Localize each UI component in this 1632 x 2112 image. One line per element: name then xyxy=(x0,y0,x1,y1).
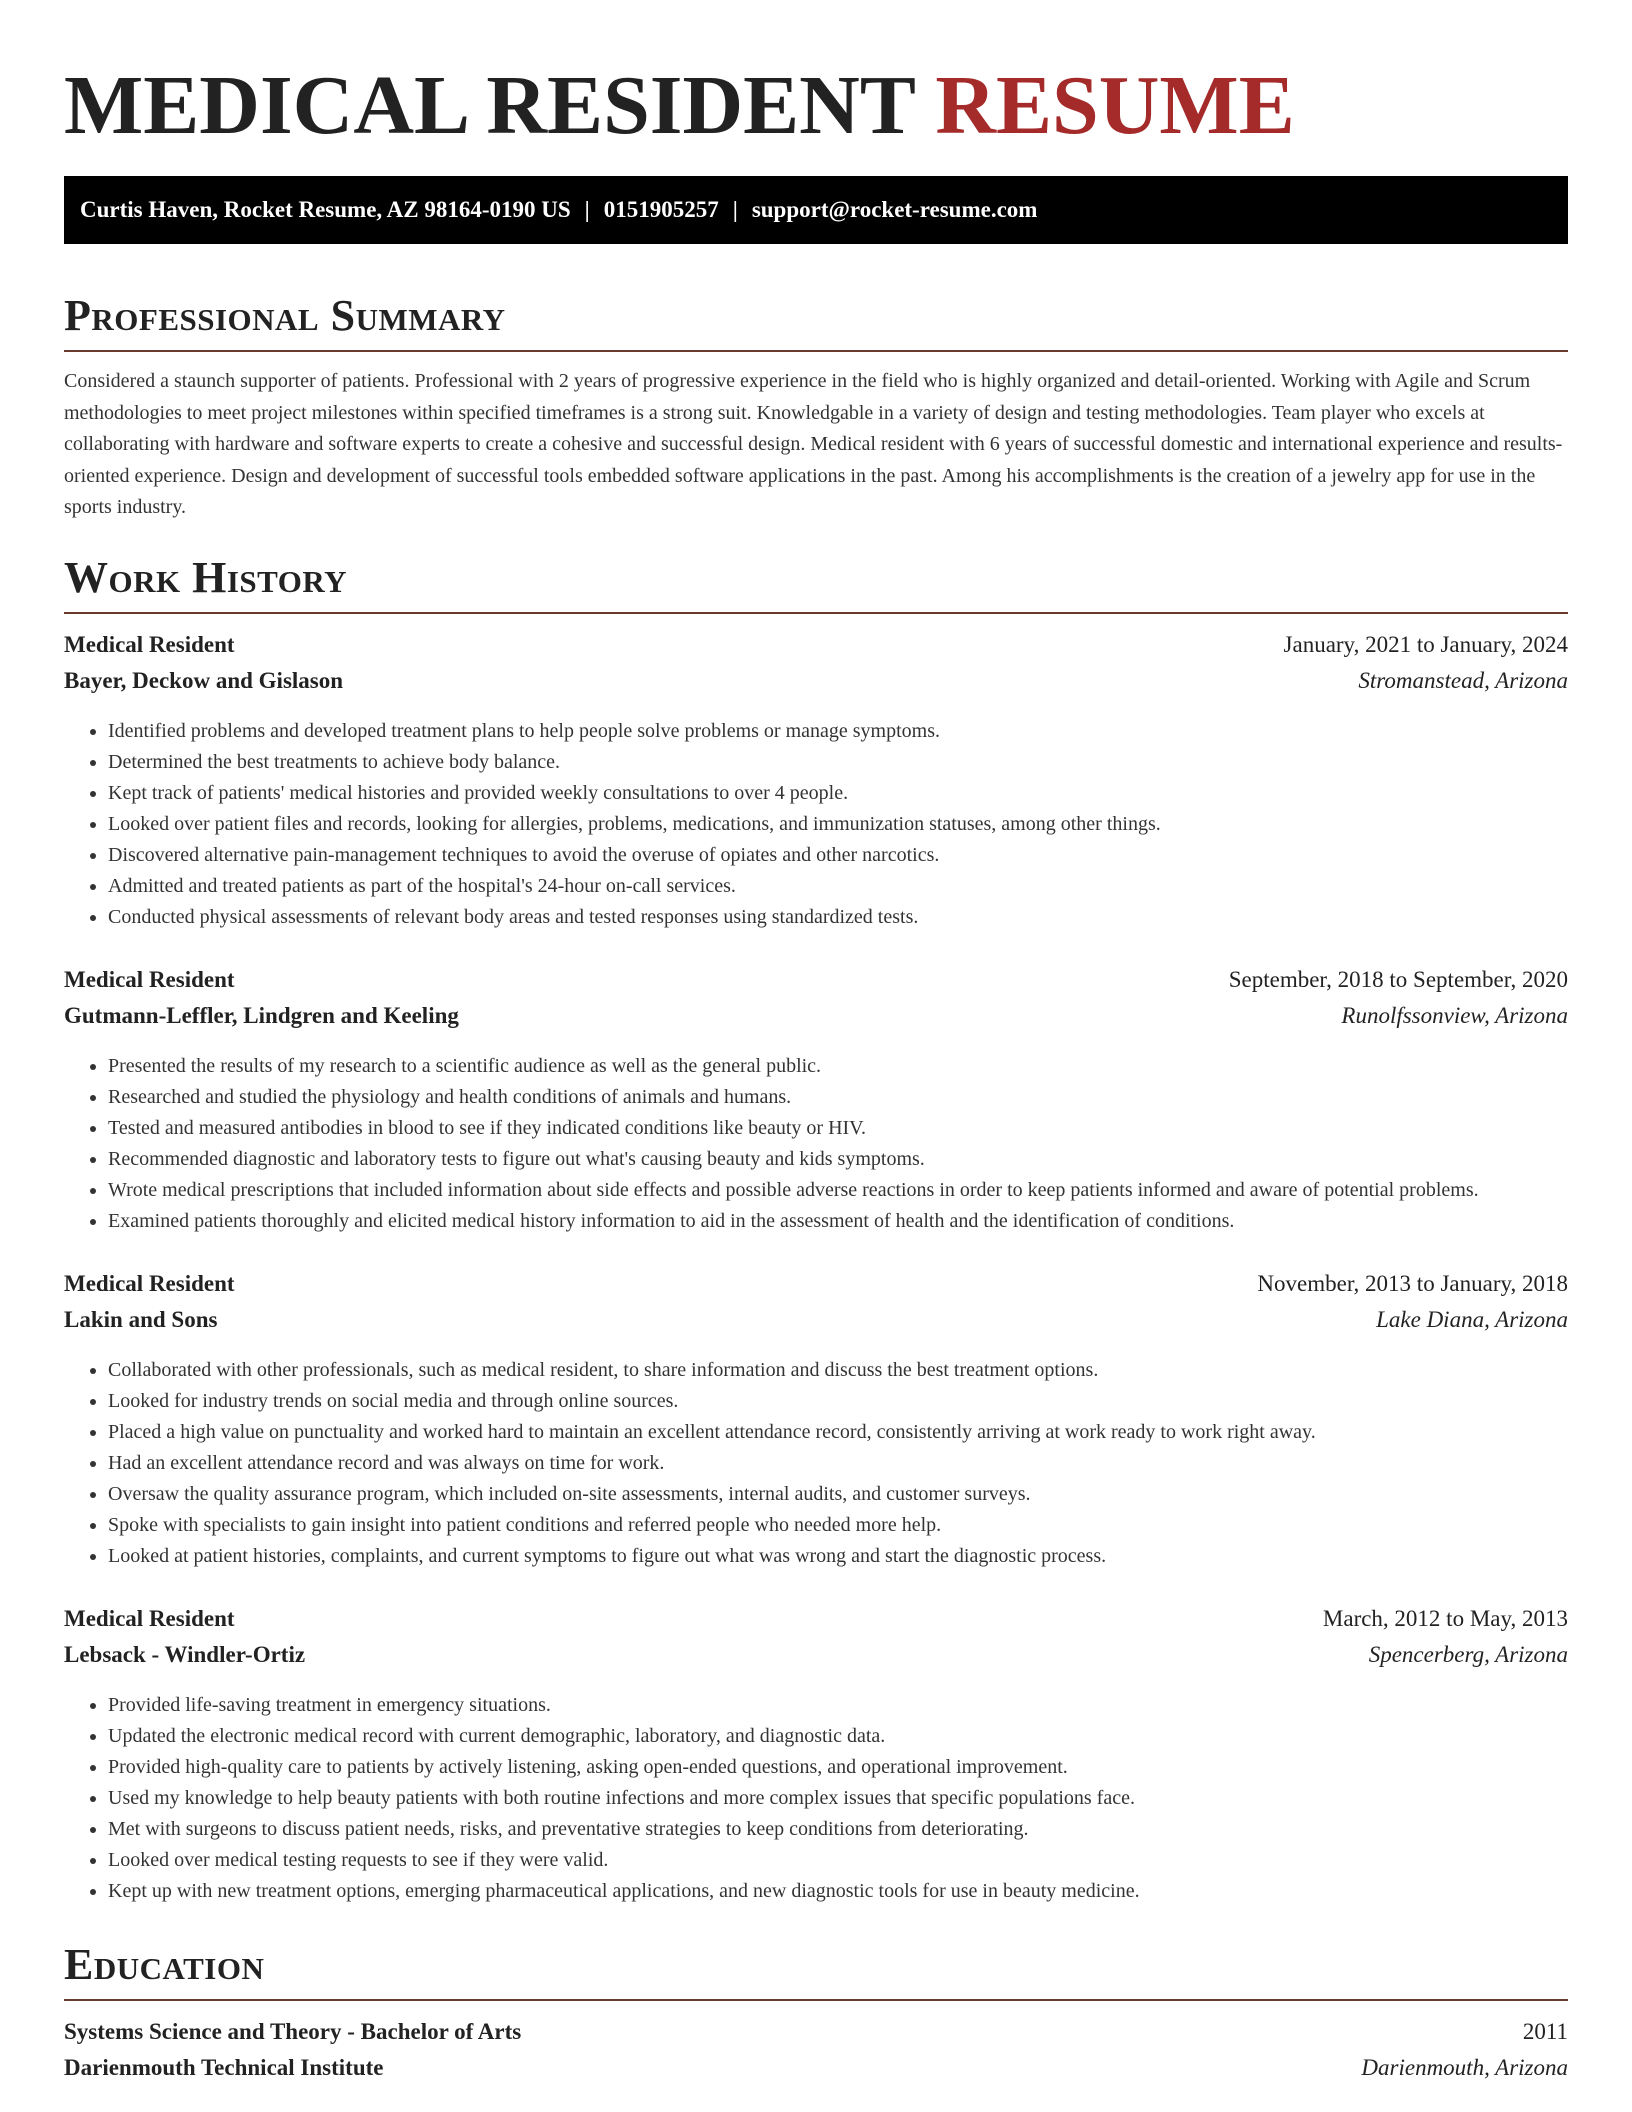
job-dates: March, 2012 to May, 2013 xyxy=(1322,1605,1568,1631)
job-duty: • Provided high-quality care to patients by actively listening, asking open-ended questions, and operational improvement. xyxy=(108,1752,1568,1783)
job-entry xyxy=(64,967,1568,1237)
job-company: Lakin and Sons xyxy=(64,1306,218,1332)
job-duty: • Had an excellent attendance record and was always on time for work. xyxy=(108,1448,1568,1479)
job-duty: • Looked at patient histories, complaints, and current symptoms to figure out what was wrong and start the diagnostic process. xyxy=(108,1541,1568,1572)
job-title: Medical Resident xyxy=(64,1605,235,1631)
education-school: Darienmouth Technical Institute xyxy=(64,2054,384,2080)
job-duty: • Spoke with specialists to gain insight into patient conditions and referred people who needed more help. xyxy=(108,1510,1568,1541)
job-header-row xyxy=(64,1606,1568,1642)
job-company-row xyxy=(64,1307,1568,1343)
education-entry xyxy=(64,2019,1568,2091)
job-company-row xyxy=(64,1642,1568,1678)
job-header-row xyxy=(64,1271,1568,1307)
job-duty: • Used my knowledge to help beauty patients with both routine infections and more complex issues that specific populations face. xyxy=(108,1783,1568,1814)
job-dates: January, 2021 to January, 2024 xyxy=(1283,631,1568,657)
job-company: Bayer, Deckow and Gislason xyxy=(64,667,344,693)
job-duty: • Met with surgeons to discuss patient needs, risks, and preventative strategies to keep conditions from deteriorating. xyxy=(108,1814,1568,1845)
professional-summary-section xyxy=(64,288,1568,524)
summary-text: Considered a staunch supporter of patients. Professional with 2 years of progressive experience in the field who is highly organized and detail-oriented. Working with Agile and Scrum methodologies to meet project milestones within specified timeframes is a strong suit. Knowledgable in a variety of design and testing methodologies. Team player who excels at collaborating with hardware and software experts to create a cohesive and successful design. Medical resident with 6 years of successful domestic and international experience and results-oriented experience. Design and development of successful tools embedded software applications in the past. Among his accomplishments is the creation of a jewelry app for use in the sports industry. xyxy=(64,370,1563,518)
job-header-row xyxy=(64,967,1568,1003)
job-company-row xyxy=(64,668,1568,704)
job-duty: • Oversaw the quality assurance program, which included on-site assessments, internal audits, and customer surveys. xyxy=(108,1479,1568,1510)
section-heading-education: Education xyxy=(64,1937,1568,2001)
job-title: Medical Resident xyxy=(64,631,235,657)
job-header-row xyxy=(64,632,1568,668)
contact-phone: 0151905257 xyxy=(603,197,719,222)
job-title: Medical Resident xyxy=(64,1270,235,1296)
job-duty: • Recommended diagnostic and laboratory tests to figure out what's causing beauty and kids symptoms. xyxy=(108,1144,1568,1175)
job-duty: • Identified problems and developed treatment plans to help people solve problems or manage symptoms. xyxy=(108,716,1568,747)
job-entry xyxy=(64,1606,1568,1907)
job-duties-list xyxy=(64,716,1568,933)
job-duty: • Kept up with new treatment options, emerging pharmaceutical applications, and new diagnostic tools for use in beauty medicine. xyxy=(108,1876,1568,1907)
job-location: Runolfssonview, Arizona xyxy=(1341,1002,1568,1028)
contact-email: support@rocket-resume.com xyxy=(751,197,1038,222)
job-duty: • Collaborated with other professionals, such as medical resident, to share information and discuss the best treatment options. xyxy=(108,1355,1568,1386)
job-duty: • Updated the electronic medical record with current demographic, laboratory, and diagnostic data. xyxy=(108,1721,1568,1752)
job-duty: • Conducted physical assessments of relevant body areas and tested responses using standardized tests. xyxy=(108,902,1568,933)
education-year: 2011 xyxy=(1522,2018,1568,2044)
section-heading-summary: Professional Summary xyxy=(64,288,1568,352)
job-duty: • Wrote medical prescriptions that included information about side effects and possible adverse reactions in order to keep patients informed and aware of potential problems. xyxy=(108,1175,1568,1206)
job-duties-list xyxy=(64,1690,1568,1907)
job-company-row xyxy=(64,1003,1568,1039)
education-school-row xyxy=(64,2055,1568,2091)
job-duty: • Looked over medical testing requests to see if they were valid. xyxy=(108,1845,1568,1876)
section-heading-work: Work History xyxy=(64,550,1568,614)
job-location: Lake Diana, Arizona xyxy=(1376,1306,1568,1332)
contact-bar xyxy=(64,176,1568,244)
job-entry xyxy=(64,1271,1568,1572)
resume-content xyxy=(64,0,1568,2091)
contact-separator: | xyxy=(584,197,590,222)
resume-title xyxy=(64,56,1568,156)
job-duties-list xyxy=(64,1051,1568,1237)
education-location: Darienmouth, Arizona xyxy=(1361,2054,1568,2080)
job-duty: • Placed a high value on punctuality and worked hard to maintain an excellent attendance record, consistently arriving at work ready to work right away. xyxy=(108,1417,1568,1448)
job-duty: • Presented the results of my research to a scientific audience as well as the general public. xyxy=(108,1051,1568,1082)
job-duty: • Kept track of patients' medical histories and provided weekly consultations to over 4 people. xyxy=(108,778,1568,809)
job-location: Stromanstead, Arizona xyxy=(1358,667,1568,693)
job-dates: November, 2013 to January, 2018 xyxy=(1257,1270,1568,1296)
education-degree: Systems Science and Theory - Bachelor of Arts xyxy=(64,2018,522,2044)
job-duty: • Determined the best treatments to achieve body balance. xyxy=(108,747,1568,778)
job-dates: September, 2018 to September, 2020 xyxy=(1228,966,1568,992)
job-company: Lebsack - Windler-Ortiz xyxy=(64,1641,306,1667)
education-header-row xyxy=(64,2019,1568,2055)
job-duty: • Discovered alternative pain-management techniques to avoid the overuse of opiates and other narcotics. xyxy=(108,840,1568,871)
job-duty: • Provided life-saving treatment in emergency situations. xyxy=(108,1690,1568,1721)
job-duties-list xyxy=(64,1355,1568,1572)
job-duty: • Tested and measured antibodies in blood to see if they indicated conditions like beauty or HIV. xyxy=(108,1113,1568,1144)
job-duty: • Looked over patient files and records, looking for allergies, problems, medications, and immunization statuses, among other things. xyxy=(108,809,1568,840)
job-entry xyxy=(64,632,1568,933)
work-history-section xyxy=(64,550,1568,1907)
job-company: Gutmann-Leffler, Lindgren and Keeling xyxy=(64,1002,459,1028)
job-duty: • Admitted and treated patients as part of the hospital's 24-hour on-call services. xyxy=(108,871,1568,902)
education-section xyxy=(64,1937,1568,2091)
title-main: MEDICAL RESIDENT xyxy=(64,59,915,152)
job-location: Spencerberg, Arizona xyxy=(1368,1641,1568,1667)
job-duty: • Examined patients thoroughly and elicited medical history information to aid in the assessment of health and the identification of conditions. xyxy=(108,1206,1568,1237)
contact-address: Curtis Haven, Rocket Resume, AZ 98164-0190 US xyxy=(80,197,571,222)
job-title: Medical Resident xyxy=(64,966,235,992)
contact-separator: | xyxy=(732,197,738,222)
job-duty: • Researched and studied the physiology and health conditions of animals and humans. xyxy=(108,1082,1568,1113)
title-accent: RESUME xyxy=(935,59,1295,152)
job-duty: • Looked for industry trends on social media and through online sources. xyxy=(108,1386,1568,1417)
